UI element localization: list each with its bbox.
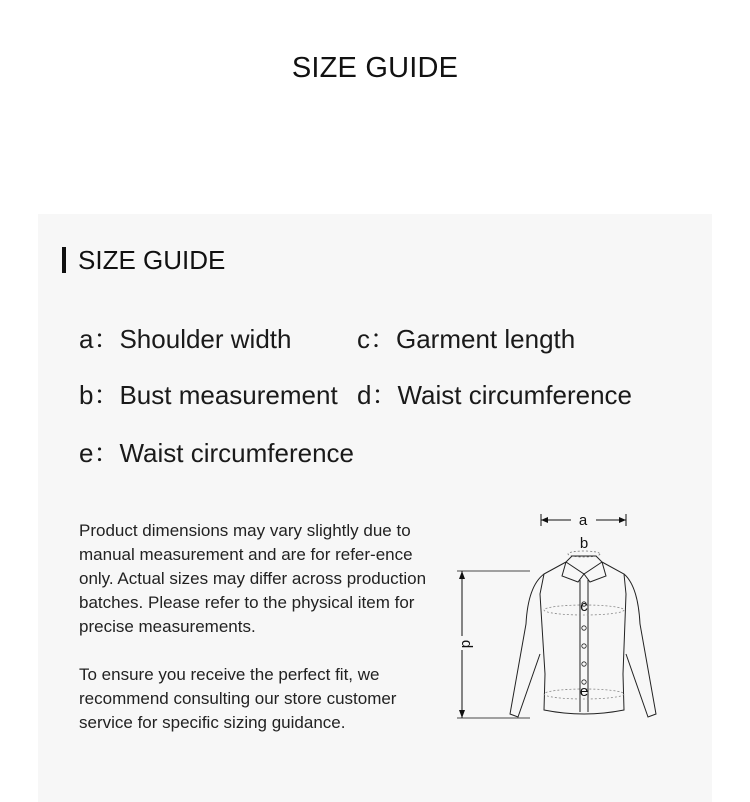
size-guide-panel xyxy=(38,214,712,802)
customer-service-note xyxy=(79,663,444,735)
legend-item-b xyxy=(79,375,338,412)
bust-marker xyxy=(568,535,600,557)
shirt-measurement-diagram xyxy=(448,504,688,734)
page-title: SIZE GUIDE xyxy=(291,52,459,84)
legend-item-a xyxy=(79,319,291,356)
shirt-diagram-svg xyxy=(448,504,688,734)
legend-label: Waist circumference xyxy=(119,438,355,468)
legend-label: Waist circumference xyxy=(397,380,633,410)
legend-key: e xyxy=(79,438,94,468)
legend-separator: ： xyxy=(93,438,120,468)
legend-item-e xyxy=(79,433,354,470)
label-b: b xyxy=(579,535,589,552)
legend-item-c xyxy=(357,319,575,356)
label-e: e xyxy=(579,683,589,700)
length-marker xyxy=(454,571,530,718)
disclaimer-text: Product dimensions may vary slightly due to manual measurement and are for refer-ence only. Actual sizes may differ across production batches. Please refer to the physical item for precise measurements. xyxy=(79,521,427,636)
legend-separator: ： xyxy=(371,380,398,410)
customer-service-text: To ensure you receive the perfect fit, we recommend consulting our store customer service for specific sizing guidance. xyxy=(79,665,397,732)
legend-separator: ： xyxy=(93,324,120,354)
measurement-disclaimer xyxy=(79,519,444,639)
shoulder-width-marker xyxy=(541,512,626,529)
legend-label: Bust measurement xyxy=(119,380,338,410)
section-title: SIZE GUIDE xyxy=(78,245,226,275)
legend-key: b xyxy=(79,380,94,410)
legend-separator: ： xyxy=(93,380,120,410)
label-d: d xyxy=(458,639,475,649)
label-c: c xyxy=(580,598,588,615)
legend-key: d xyxy=(357,380,372,410)
legend-separator: ： xyxy=(370,324,397,354)
legend-key: a xyxy=(79,324,94,354)
section-accent-bar xyxy=(62,247,66,273)
legend-key: c xyxy=(357,324,370,354)
label-a: a xyxy=(578,512,588,529)
legend-label: Shoulder width xyxy=(119,324,292,354)
legend-label: Garment length xyxy=(396,324,576,354)
legend-item-d xyxy=(357,375,632,412)
